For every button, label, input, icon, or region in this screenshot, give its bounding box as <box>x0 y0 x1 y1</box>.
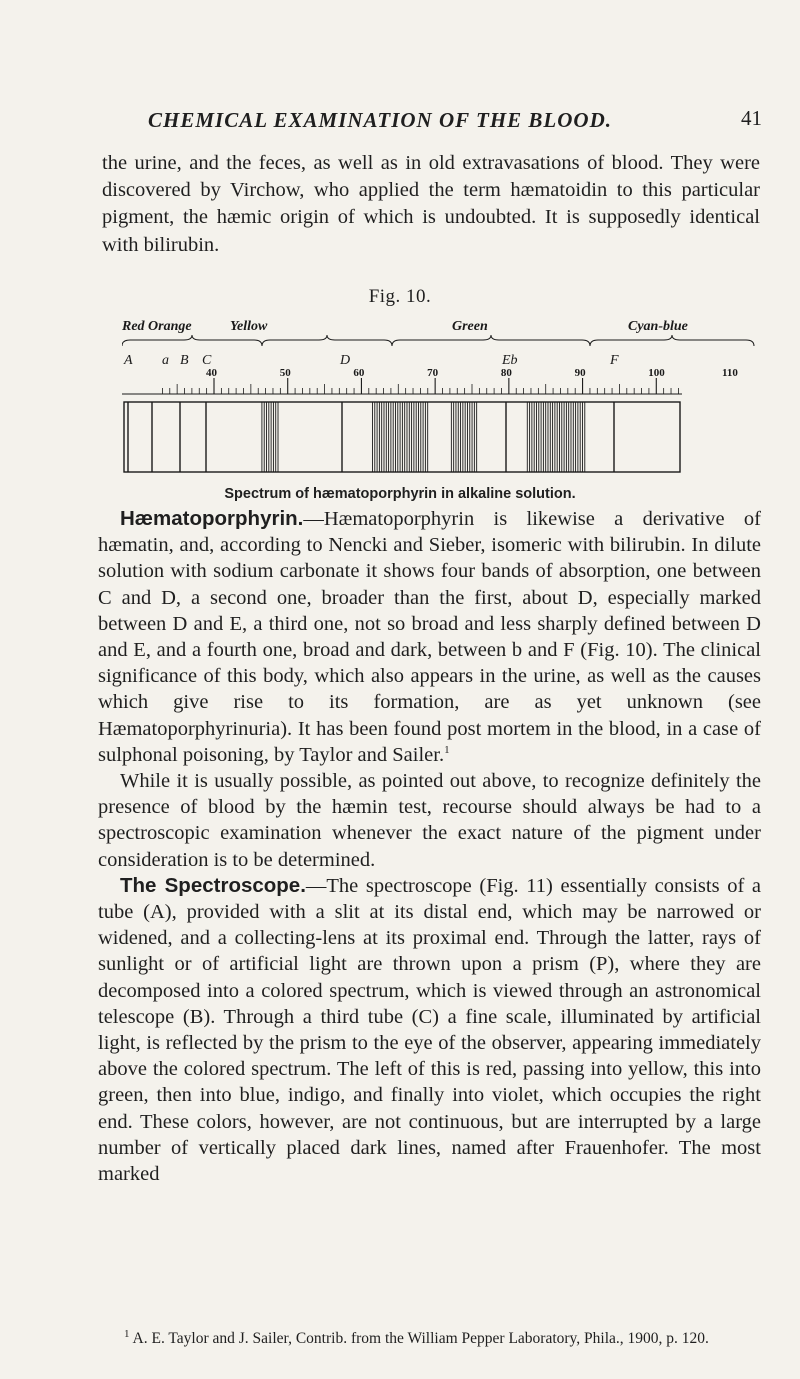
scale-label: 80 <box>500 367 512 379</box>
green-brace <box>392 335 590 346</box>
red-orange-brace <box>122 335 262 346</box>
page-number: 41 <box>741 106 762 130</box>
footnote-mark: 1 <box>124 1327 130 1340</box>
section-haematoporphyrin: Hæmatoporphyrin.—Hæmatoporphyrin is likewise a derivative of hæmatin, and, according to Nencki and Sieber, isomeric with bilirubin. In dilute solution with sodium carbonate it shows four bands of absorption, one between C and D, a second one, broader than the first, about D, especially marked between D and E, a third one, not so broad and less sharply defined between D and E, and a fourth one, broad and dark, between b and F (Fig. 10). The clinical significance of this body, which also appears in the urine, as well as the causes which give rise to its formation, are as yet unknown (see Hæmatoporphyrinuria). It has been found post mortem in the blood, in a case of sulphonal poisoning, by Taylor and Sailer.$^1$ <box>98 507 761 766</box>
scale-label: 50 <box>279 367 291 379</box>
section-text: The spectroscope (Fig. 11) essentially consists of a tube (A), provided with a slit at its distal end, which may be narrowed or widened, and a collecting-lens at its proximal end. Through the latter, rays of sunlight or of artificial light are thrown upon a prism (P), where they are decomposed into a colored spectrum, which is viewed through an astronomical telescope (B). Through a third tube (C) a fine scale, illuminated by artificial light, is reflected by the prism to the eye of the observer, appearing immediately above the colored spectrum. The left of this is red, passing into yellow, this into green, then into blue, indigo, and finally into violet, which occupies the right end. These colors, however, are not continuous, but are interrupted by a large number of vertically placed dark lines, named after Frauenhofer. The most marked <box>98 874 761 1186</box>
intro-paragraph <box>102 150 760 259</box>
yellow-brace <box>262 335 392 346</box>
section-heading-spectroscope: The Spectroscope. <box>120 873 306 897</box>
footnote <box>102 1329 762 1348</box>
fraunhofer-letter: F <box>610 353 619 368</box>
color-region-label: Yellow <box>230 319 268 334</box>
section-text: Hæmatoporphyrin is likewise a derivative of hæmatin, and, according to Nencki and Sieber, isomeric with bilirubin. In dilute solution with sodium carbonate it shows four bands of absorption, one between C and D, a second one, broader than the first, about D, especially marked between D and E, a third one, not so broad and less sharply defined between D and E, and a fourth one, broad and dark, between b and F (Fig. 10). <box>98 508 761 662</box>
spectrum-figure <box>122 318 760 482</box>
scale-label: 40 <box>206 367 217 379</box>
color-region-label: Red Orange <box>122 319 192 334</box>
fraunhofer-letter: B <box>180 353 189 368</box>
body-text <box>98 506 761 1187</box>
paragraph-spectroscopic: While it is usually possible, as pointed out above, to recognize definitely the presence of blood by the hæmin test, recourse should always be had to a spectroscopic examination whenever the exact nature of the pigment under consideration is to be determined. <box>98 770 761 871</box>
color-region-label: Green <box>452 319 488 334</box>
running-head: CHEMICAL EXAMINATION OF THE BLOOD. <box>148 108 613 132</box>
cyan-blue-brace <box>590 335 754 346</box>
scale-label: 100 <box>648 367 665 379</box>
section-text-2: The clinical significance of this body, which also appears in the urine, as well as the causes which give rise to its formation, are as yet unknown (see Hæmatoporphyrinuria). It has been found post mortem in the blood, in a case of sulphonal poisoning, by Taylor and Sailer. <box>98 639 761 766</box>
fraunhofer-letter: D <box>340 353 351 368</box>
section-spectroscope: The Spectroscope.—The spectroscope (Fig. 11) essentially consists of a tube (A), provided with a slit at its distal end, which may be narrowed or widened, and a collecting-lens at its proximal end. Through the latter, rays of sunlight or of artificial light are thrown upon a prism (P), where they are decomposed into a colored spectrum, which is viewed through an astronomical telescope (B). Through a third tube (C) a fine scale, illuminated by artificial light, is reflected by the prism to the eye of the observer, appearing immediately above the colored spectrum. The left of this is red, passing into yellow, this into green, then into blue, indigo, and finally into violet, which occupies the right end. These colors, however, are not continuous, but are interrupted by a large number of vertically placed dark lines, named after Frauenhofer. The most marked <box>98 873 761 1186</box>
color-region-label: Cyan-blue <box>628 319 688 334</box>
scale-label: 60 <box>353 367 365 379</box>
spectrum-drawing <box>122 318 760 482</box>
fraunhofer-letter: Eb <box>502 353 518 368</box>
scale-label: 70 <box>427 367 439 379</box>
section-heading-haematoporphyrin: Hæmatoporphyrin. <box>120 507 304 530</box>
footnote-reference[interactable]: 1 <box>444 744 450 756</box>
scale-label: 90 <box>574 367 586 379</box>
fraunhofer-letter: a <box>162 353 169 368</box>
figure-title: Fig. 10. <box>368 286 432 307</box>
fraunhofer-letter: C <box>202 353 212 368</box>
figure-caption: Spectrum of hæmatoporphyrin in alkaline solution. <box>224 486 576 502</box>
footnote-text: A. E. Taylor and J. Sailer, Contrib. from the William Pepper Laboratory, Phila., 1900, p. 120. <box>132 1330 709 1347</box>
intro-text: the urine, and the feces, as well as in old extravasations of blood. They were discovered by Virchow, who applied the term hæmatoidin to this particular pigment, the hæmic origin of which is undoubted. It is supposedly identical with bilirubin. <box>102 152 760 256</box>
scale-label: 110 <box>722 367 738 379</box>
fraunhofer-letter: A <box>124 353 133 368</box>
